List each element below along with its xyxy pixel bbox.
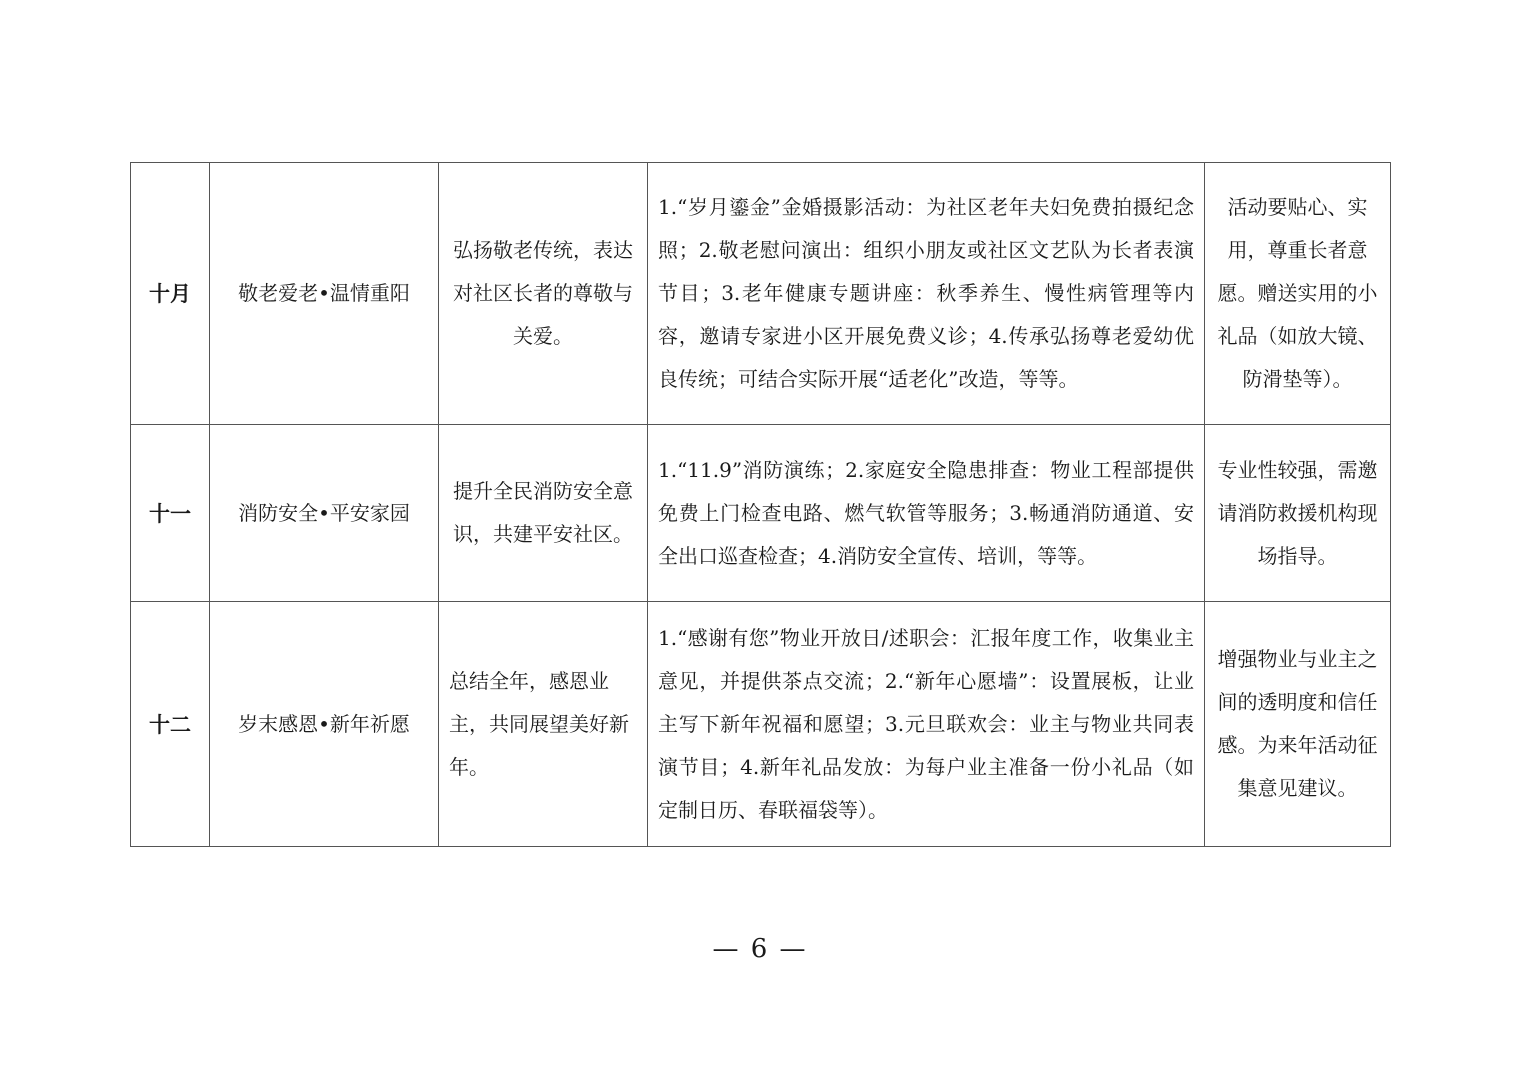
activities-cell: 1.“感谢有您”物业开放日/述职会：汇报年度工作，收集业主意见，并提供茶点交流；2.“新年心愿墙”：设置展板，让业主写下新年祝福和愿望；3.元旦联欢会：业主与物业共同表演节目；4.新年礼品发放：为每户业主准备一份小礼品（如定制日历、春联福袋等）。 (648, 602, 1205, 847)
notes-cell: 活动要贴心、实用，尊重长者意愿。赠送实用的小礼品（如放大镜、防滑垫等）。 (1205, 163, 1391, 425)
goal-cell: 总结全年，感恩业主，共同展望美好新年。 (439, 602, 648, 847)
theme-cell: 岁末感恩•新年祈愿 (210, 602, 439, 847)
table-row (131, 163, 1391, 425)
activities-cell: 1.“岁月鎏金”金婚摄影活动：为社区老年夫妇免费拍摄纪念照；2.敬老慰问演出：组织小朋友或社区文艺队为长者表演节目；3.老年健康专题讲座：秋季养生、慢性病管理等内容，邀请专家进小区开展免费义诊；4.传承弘扬尊老爱幼优良传统；可结合实际开展“适老化”改造，等等。 (648, 163, 1205, 425)
goal-cell: 提升全民消防安全意识，共建平安社区。 (439, 425, 648, 602)
month-cell: 十二 (131, 602, 210, 847)
month-cell: 十一 (131, 425, 210, 602)
activity-plan-table (130, 162, 1391, 847)
notes-cell: 专业性较强，需邀请消防救援机构现场指导。 (1205, 425, 1391, 602)
table-row (131, 425, 1391, 602)
month-cell: 十月 (131, 163, 210, 425)
notes-cell: 增强物业与业主之间的透明度和信任感。为来年活动征集意见建议。 (1205, 602, 1391, 847)
theme-cell: 敬老爱老•温情重阳 (210, 163, 439, 425)
table-row (131, 602, 1391, 847)
goal-cell: 弘扬敬老传统，表达对社区长者的尊敬与关爱。 (439, 163, 648, 425)
activities-cell: 1.“11.9”消防演练；2.家庭安全隐患排查：物业工程部提供免费上门检查电路、燃气软管等服务；3.畅通消防通道、安全出口巡查检查；4.消防安全宣传、培训，等等。 (648, 425, 1205, 602)
theme-cell: 消防安全•平安家园 (210, 425, 439, 602)
page-number: — 6 — (712, 934, 808, 964)
